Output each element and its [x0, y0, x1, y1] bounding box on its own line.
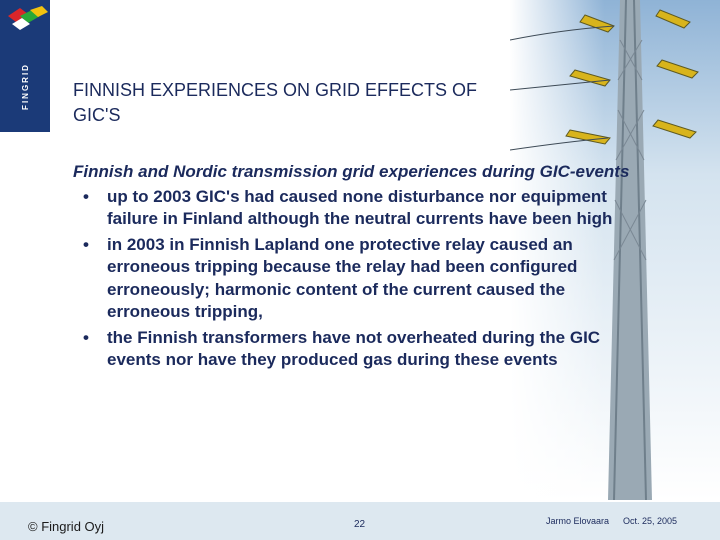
slide-footer	[0, 502, 720, 540]
bullet-text: up to 2003 GIC's had caused none disturbance nor equipment failure in Finland although the neutral currents have been high	[107, 186, 613, 228]
author-name: Jarmo Elovaara	[546, 516, 610, 526]
bullet-text: the Finnish transformers have not overheated during the GIC events nor have they produced gas during these events	[107, 327, 601, 369]
logo-wordmark: FINGRID	[20, 62, 30, 110]
bullet-text: in 2003 in Finnish Lapland one protective relay caused an erroneous tripping because the relay had been configured erroneously; harmonic content of the current caused the erroneous tripping,	[107, 234, 578, 321]
logo-sidebar	[0, 0, 50, 132]
presentation-date: Oct. 25, 2005	[623, 516, 678, 526]
copyright-text: © Fingrid Oyj	[28, 519, 105, 534]
bullet-icon: •	[83, 327, 89, 347]
list-item	[73, 186, 633, 231]
intro-text: Finnish and Nordic transmission grid experiences during GIC-events	[73, 162, 630, 181]
logo-flags-icon	[6, 6, 48, 34]
bullet-icon: •	[83, 186, 89, 206]
page-number: 22	[354, 519, 366, 530]
slide-content	[73, 161, 633, 375]
slide-title: FINNISH EXPERIENCES ON GRID EFFECTS OF GIC'S	[73, 80, 478, 125]
bullet-list	[73, 186, 633, 372]
bullet-icon: •	[83, 234, 89, 254]
list-item	[73, 327, 633, 372]
list-item	[73, 234, 633, 324]
